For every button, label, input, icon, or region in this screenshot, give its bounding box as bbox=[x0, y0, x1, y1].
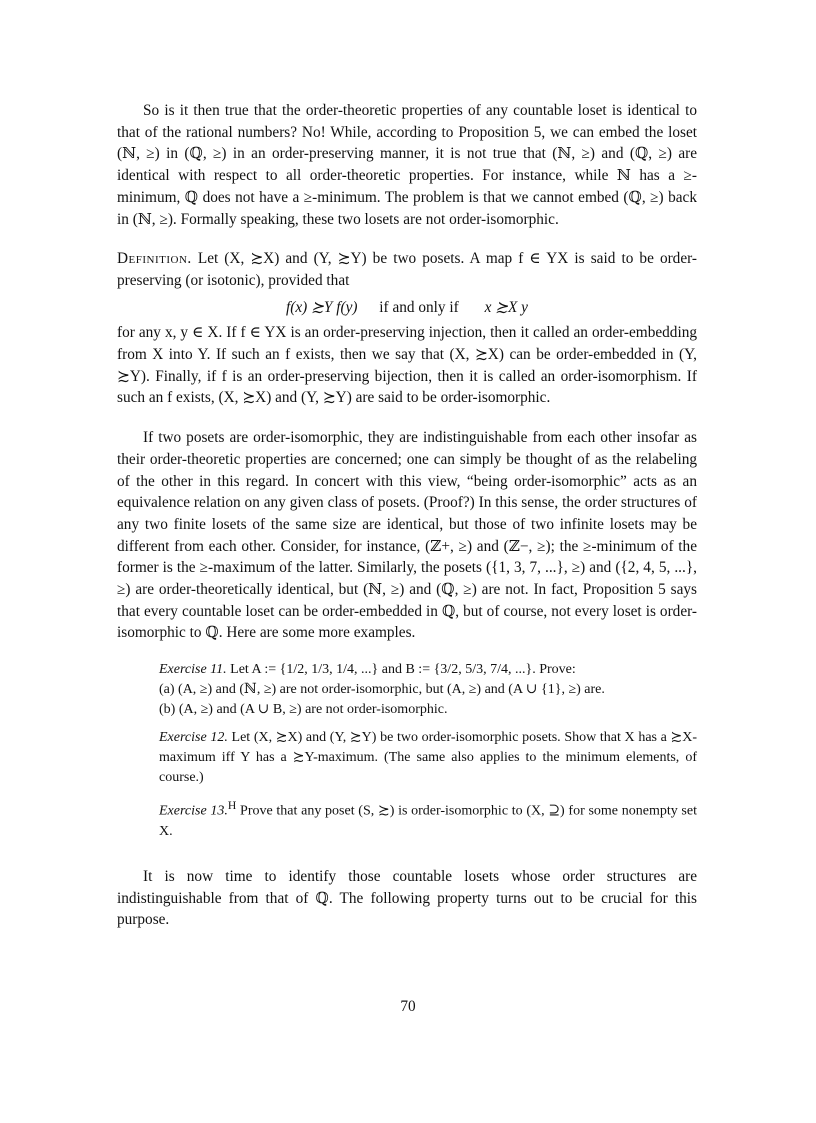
exercise-title: Exercise 13. bbox=[159, 803, 228, 819]
exercise-12 bbox=[159, 728, 697, 788]
paragraph-intro: So is it then true that the order-theoretic properties of any countable loset is identical to that of the rational numbers? No! While, according to Proposition 5, we can embed the loset (ℕ, ≥) in (ℚ, ≥) in an order-preserving manner, it is not true that (ℕ, ≥) and (ℚ, ≥) are identical with respect to all order-theoretic properties. For instance, while ℕ has a ≥-minimum, ℚ does not have a ≥-minimum. The problem is that we cannot embed (ℚ, ≥) back in (ℕ, ≥). Formally speaking, these two losets are not order-isomorphic. bbox=[117, 102, 697, 228]
display-mid: if and only if bbox=[379, 298, 459, 316]
definition-intro: Let (X, ≿X) and (Y, ≿Y) be two posets. A map f ∈ YX is said to be order-preserving (or isotonic), provided that bbox=[117, 250, 698, 289]
exercise-line: (a) (A, ≥) and (ℕ, ≥) are not order-isomorphic, but (A, ≥) and (A ∪ {1}, ≥) are. bbox=[159, 682, 605, 698]
exercise-11 bbox=[159, 660, 697, 720]
exercise-line: Let A := {1/2, 1/3, 1/4, ...} and B := {3/2, 5/3, 7/4, ...}. Prove: bbox=[230, 662, 576, 678]
exercise-title: Exercise 12. bbox=[159, 730, 228, 746]
exercise-13 bbox=[159, 796, 697, 842]
paragraph-isomorphic: If two posets are order-isomorphic, they are indistinguishable from each other insofar as their order-theoretic properties are concerned; one can simply be thought of as the relabeling of the other in this regard. In concert with this view, “being order-isomorphic” acts as an equivalence relation on any given class of posets. (Proof?) In this sense, the order structures of any two finite losets of the same size are identical, but those of two infinite losets may be different from each other. Consider, for instance, (ℤ+, ≥) and (ℤ−, ≥); the ≥-minimum of the former is the ≥-maximum of the latter. Similarly, the posets ({1, 3, 7, ...}, ≥) and ({2, 4, 5, ...}, ≥) are order-theoretically identical, but (ℕ, ≥) and (ℚ, ≥) are not. In fact, Proposition 5 says that every countable loset can be order-embedded in ℚ, but of course, not every loset is order-isomorphic to ℚ. Here are some more examples. bbox=[117, 429, 697, 642]
exercise-line: (b) (A, ≥) and (A ∪ B, ≥) are not order-isomorphic. bbox=[159, 702, 448, 718]
display-left: f(x) ≿Y f(y) bbox=[286, 298, 358, 316]
exercise-title: Exercise 11. bbox=[159, 662, 227, 678]
definition-heading: Definition. bbox=[117, 250, 192, 268]
page-number: 70 bbox=[400, 998, 416, 1015]
display-right: x ≿X y bbox=[484, 298, 528, 316]
definition-block bbox=[117, 248, 697, 409]
paragraph-closing: It is now time to identify those countable losets whose order structures are indistinguishable from that of ℚ. The following property turns out to be crucial for this purpose. bbox=[117, 867, 697, 929]
page-body bbox=[117, 100, 697, 931]
exercise-list bbox=[159, 660, 697, 842]
definition-body: for any x, y ∈ X. If f ∈ YX is an order-preserving injection, then it called an order-embedding from X into Y. If such an f exists, then we say that (X, ≿X) can be order-embedded in (Y, ≿Y). Finally, if f is an order-preserving bijection, then it is called an order-isomorphism. If such an f exists, (X, ≿X) and (Y, ≿Y) are said to be order-isomorphic. bbox=[117, 324, 697, 407]
display-equation bbox=[117, 297, 697, 319]
hint-marker: H bbox=[227, 799, 237, 813]
exercise-line: Prove that any poset (S, ≿) is order-isomorphic to (X, ⊇) for some nonempty set X. bbox=[159, 803, 697, 839]
exercise-line: Let (X, ≿X) and (Y, ≿Y) be two order-isomorphic posets. Show that X has a ≿X-maximum iff Y has a ≿Y-maximum. (The same also applies to the minimum elements, of course.) bbox=[159, 730, 698, 786]
